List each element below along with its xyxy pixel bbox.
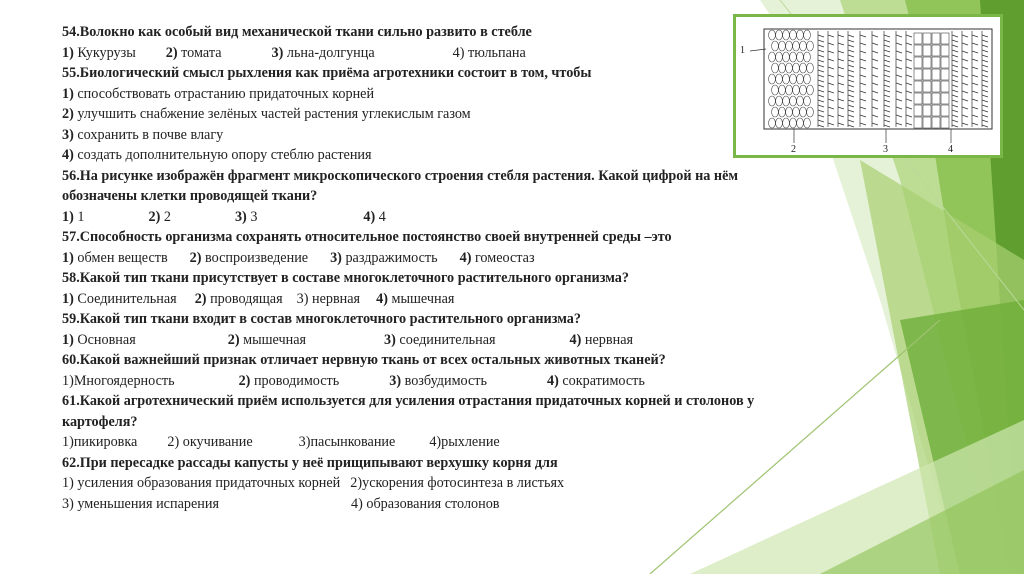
option-number: 2): [194, 290, 207, 307]
option-text: томата: [177, 44, 222, 61]
option-text: мышечная: [239, 331, 307, 348]
answer-option: [376, 289, 454, 310]
option-number: 3): [271, 44, 284, 61]
option-number: 2): [165, 44, 178, 61]
option-text: Кукурузы: [73, 44, 136, 61]
option-text: нервная: [581, 331, 634, 348]
answer-option: [389, 371, 487, 392]
option-number: 4): [62, 147, 74, 163]
answer-option: [167, 432, 252, 453]
option-text: 2) окучивание: [167, 434, 253, 450]
option-number: 1): [62, 331, 74, 348]
answer-options: [62, 432, 762, 453]
answer-option: [62, 330, 136, 351]
answer-option: [62, 43, 136, 64]
option-number: 2): [62, 106, 74, 122]
option-text: 3) нервная: [296, 290, 361, 307]
answer-option: [235, 207, 257, 228]
option-number: 4): [546, 372, 559, 389]
answer-option: [547, 371, 645, 392]
question-text: обозначены клетки проводящей ткани?: [62, 188, 318, 204]
answer-option: [62, 494, 219, 515]
answer-option: [330, 248, 438, 269]
answer-option: [272, 43, 375, 64]
answer-option: [297, 289, 360, 310]
option-text: соединительная: [395, 331, 496, 348]
figure-label: 2: [791, 144, 796, 155]
option-text: 4)рыхление: [429, 434, 500, 450]
answer-option: [62, 371, 175, 392]
answer-options: [62, 145, 762, 166]
answer-option: [460, 248, 535, 269]
option-number: 3): [234, 208, 247, 225]
question-text: 57.Способность организма сохранять относительное постоянство своей внутренней среды –это: [62, 229, 672, 245]
option-number: 1): [62, 208, 74, 225]
answer-options: [62, 43, 762, 64]
option-text: сохранить в почве влагу: [73, 126, 224, 143]
question-text: 55.Биологический смысл рыхления как приёма агротехники состоит в том, чтобы: [62, 65, 592, 81]
figure-label: 4: [948, 144, 953, 155]
figure-label: 1: [740, 45, 745, 56]
question-text: 60.Какой важнейший признак отличает нервную ткань от всех остальных животных тканей?: [62, 352, 666, 368]
option-number: 2): [238, 372, 251, 389]
answer-option: [190, 248, 308, 269]
answer-option: [62, 207, 84, 228]
option-text: гомеостаз: [471, 249, 535, 266]
option-text: создать дополнительную опору стеблю растения: [73, 147, 372, 163]
option-number: 2): [189, 249, 202, 266]
answer-option: [62, 104, 471, 125]
option-number: 1): [62, 85, 74, 102]
option-text: 1)Многоядерность: [62, 372, 175, 389]
answer-option: [62, 473, 340, 494]
answer-options: [62, 371, 762, 392]
option-number: 2): [227, 331, 240, 348]
answer-option: [363, 207, 385, 228]
question-text: 56.На рисунке изображён фрагмент микроскопического строения стебля растения. Какой цифрой на нём: [62, 167, 739, 184]
option-text: Основная: [73, 331, 136, 348]
answer-option: [195, 289, 283, 310]
answer-option: [62, 84, 374, 105]
answer-option: [299, 432, 396, 453]
option-number: 3): [62, 126, 74, 143]
question-list: [62, 22, 762, 514]
question-text: 62.При пересадке рассады капусты у неё прищипывают верхушку корня для: [62, 454, 558, 471]
option-text: 1: [73, 208, 85, 225]
option-number: 1): [62, 44, 74, 61]
option-text: способствовать отрастанию придаточных корней: [73, 85, 375, 102]
option-text: мышечная: [387, 290, 455, 307]
stem-micro-drawing: [736, 17, 1000, 155]
option-text: 4: [375, 208, 386, 225]
option-text: 1)пикировка: [62, 434, 138, 450]
answer-option: [570, 330, 633, 351]
option-text: 2)ускорения фотосинтеза в листьях: [350, 475, 565, 491]
answer-option: [429, 432, 499, 453]
option-text: воспроизведение: [201, 249, 309, 266]
answer-option: [453, 43, 526, 64]
option-text: раздражимость: [341, 249, 438, 266]
answer-options: [62, 289, 762, 310]
answer-option: [350, 473, 564, 494]
option-text: 3)пасынкование: [298, 434, 396, 450]
answer-option: [384, 330, 496, 351]
answer-options: [62, 330, 762, 351]
option-number: 3): [389, 372, 402, 389]
option-text: обмен веществ: [73, 249, 168, 266]
option-text: проводящая: [206, 290, 283, 307]
answer-option: [62, 248, 168, 269]
option-text: улучшить снабжение зелёных частей растения углекислым газом: [73, 106, 471, 122]
answer-option: [62, 125, 223, 146]
option-number: 4): [376, 290, 388, 307]
option-number: 4): [459, 249, 472, 266]
answer-option: [148, 207, 170, 228]
answer-options: [62, 473, 762, 494]
answer-option: [62, 289, 177, 310]
stem-cross-section-figure: [733, 14, 1003, 158]
answer-option: [351, 494, 500, 515]
answer-options: [62, 494, 762, 515]
question-text: 61.Какой агротехнический приём используется для усиления отрастания придаточных корней и столонов у: [62, 393, 755, 409]
option-number: 3): [330, 249, 342, 266]
option-text: 3) уменьшения испарения: [62, 495, 219, 512]
option-number: 1): [62, 249, 74, 266]
question-text: картофеля?: [62, 413, 138, 430]
option-text: сократимость: [558, 372, 645, 389]
answer-options: [62, 207, 762, 228]
option-text: возбудимость: [401, 372, 487, 389]
option-text: 4) образования столонов: [350, 495, 500, 512]
answer-option: [166, 43, 222, 64]
option-number: 4): [363, 208, 376, 225]
option-text: проводимость: [250, 372, 340, 389]
answer-options: [62, 248, 762, 269]
answer-options: [62, 104, 762, 125]
option-text: Соединительная: [73, 290, 177, 307]
option-number: 2): [148, 208, 161, 225]
answer-option: [62, 145, 372, 166]
answer-option: [62, 432, 137, 453]
figure-label: 3: [883, 144, 888, 155]
answer-option: [228, 330, 306, 351]
question-text: 54.Волокно как особый вид механической ткани сильно развито в стебле: [62, 24, 532, 40]
answer-options: [62, 125, 762, 146]
option-number: 3): [384, 331, 396, 348]
answer-options: [62, 84, 762, 105]
option-text: 1) усиления образования придаточных корней: [62, 475, 341, 491]
option-number: 4): [569, 331, 582, 348]
option-text: 2: [160, 208, 171, 225]
question-text: 58.Какой тип ткани присутствует в составе многоклеточного растительного организма?: [62, 270, 629, 286]
option-number: 1): [62, 290, 74, 307]
option-text: льна-долгунца: [283, 44, 375, 61]
answer-option: [239, 371, 340, 392]
option-text: 3: [246, 208, 258, 225]
option-text: 4) тюльпана: [452, 44, 526, 61]
question-text: 59.Какой тип ткани входит в состав многоклеточного растительного организма?: [62, 311, 581, 327]
